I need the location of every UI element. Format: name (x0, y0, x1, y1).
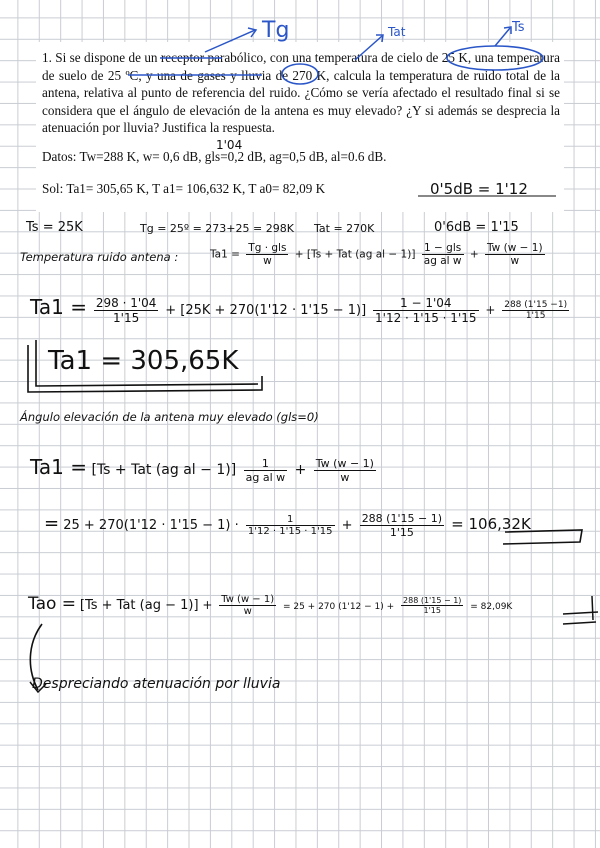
formula-5 (28, 594, 512, 617)
value-ts: Ts = 25K (26, 220, 83, 235)
annotation-tat: Tat (388, 25, 406, 39)
formula-2 (30, 295, 572, 325)
f5-lhs: Tao = (28, 594, 77, 614)
f5-frac1: $\frac{Tw (w - 1)}{w}$ (221, 594, 275, 617)
f1-frac1: $\frac{\text{Tg · gls}}{w}$ (248, 242, 287, 267)
f4-result: = 106,32K (451, 515, 531, 533)
problem-statement: 1. Si se dispone de un receptor parabólico, con una temperatura de cielo de 25 K, una temperatura de suelo de 25 ºC, y una de gases y lluvia de 270 K, calcula la temperatura de ruido total de la antena, relativa al punto de referencia del ruido. ¿Cómo se vería afectado el resultado final si se considera que el ángulo de elevación de la antena es muy elevado? ¿Y si además se desprecia la atenuación por lluvia? Justifica la respuesta. (42, 50, 560, 136)
formula-1: Ta1 = $\frac{\text{Tg · gls}}{w}$ + [Ts + Tat (ag al − 1)] $\frac{\text{1 − gls}}{\text{ag al w}}$ + $\frac{Tw (w - 1)}{w}$ (210, 242, 543, 267)
formula-4 (44, 512, 531, 539)
formula-3 (30, 455, 379, 484)
f5-rhs: = 25 + 270 (1'12 − 1) + (282, 602, 395, 612)
f3-plus: + (294, 462, 307, 478)
f5-result: = 82,09K (470, 602, 513, 612)
f2-plus: + (485, 303, 496, 317)
f4-mid: 25 + 270(1'12 · 1'15 − 1) · (63, 518, 239, 533)
value-tg: Tg = 25º = 273+25 = 298K (140, 222, 294, 235)
f2-frac2: $\frac{1 - 1'04}{1'12 \cdot 1'15 \cdot 1'15}$ (375, 296, 477, 325)
title-angulo: Ángulo elevación de la antena muy elevado (gls=0) (20, 410, 319, 424)
f4-plus: + (341, 518, 353, 533)
f2-frac1: $\frac{298 \cdot 1'04}{1'15}$ (95, 296, 157, 325)
note-104: 1'04 (216, 138, 243, 152)
f4-frac1: $\frac{1}{1'12 \cdot 1'15 \cdot 1'15}$ (247, 514, 333, 537)
f1-frac3: $\frac{Tw (w - 1)}{w}$ (487, 242, 543, 267)
f3-frac2: $\frac{Tw (w - 1)}{w}$ (315, 456, 374, 484)
f5-mid: [Ts + Tat (ag − 1)] (79, 598, 199, 613)
problem-datos: Datos: Tw=288 K, w= 0,6 dB, gls=0,2 dB, ag=0,5 dB, al=0.6 dB. (42, 149, 387, 164)
f1-lhs: Ta1 = (210, 248, 240, 261)
f1-mid: + [Ts + Tat (ag al − 1)] (294, 248, 416, 261)
title-temperatura: Temperatura ruido antena : (20, 250, 179, 264)
f2-frac3: $\frac{288 (1'15 -1)}{1'15}$ (504, 300, 568, 321)
f2-mid: + [25K + 270(1'12 · 1'15 − 1)] (165, 303, 367, 318)
f5-plus: + (202, 598, 213, 612)
f3-mid: [Ts + Tat (ag al − 1)] (91, 462, 237, 478)
f4-eq: = (44, 513, 60, 534)
value-tat: Tat = 270K (314, 222, 375, 235)
value-w: 0'6dB = 1'15 (434, 220, 519, 235)
result-1: Ta1 = 305,65K (48, 346, 239, 376)
title-despreciando: Despreciando atenuación por lluvia (32, 676, 281, 692)
annotation-tg: Tg (262, 18, 290, 43)
problem-solution: Sol: Ta1= 305,65 K, T a1= 106,632 K, T a0= 82,09 K (42, 181, 326, 196)
annotation-ts: Ts (512, 20, 525, 35)
f5-frac2: $\frac{288 (1'15 - 1)}{1'15}$ (403, 596, 462, 615)
f2-lhs: Ta1 = (30, 295, 88, 319)
result-box-3 (563, 596, 598, 624)
f4-frac2: $\frac{288 (1'15 - 1)}{1'15}$ (361, 512, 442, 539)
f3-lhs: Ta1 = (30, 455, 88, 479)
f3-frac1: $\frac{1}{\text{ag al w}}$ (245, 456, 286, 484)
f1-frac2: $\frac{\text{1 − gls}}{\text{ag al w}}$ (423, 242, 462, 267)
note-05db: 0'5dB = 1'12 (430, 180, 528, 198)
